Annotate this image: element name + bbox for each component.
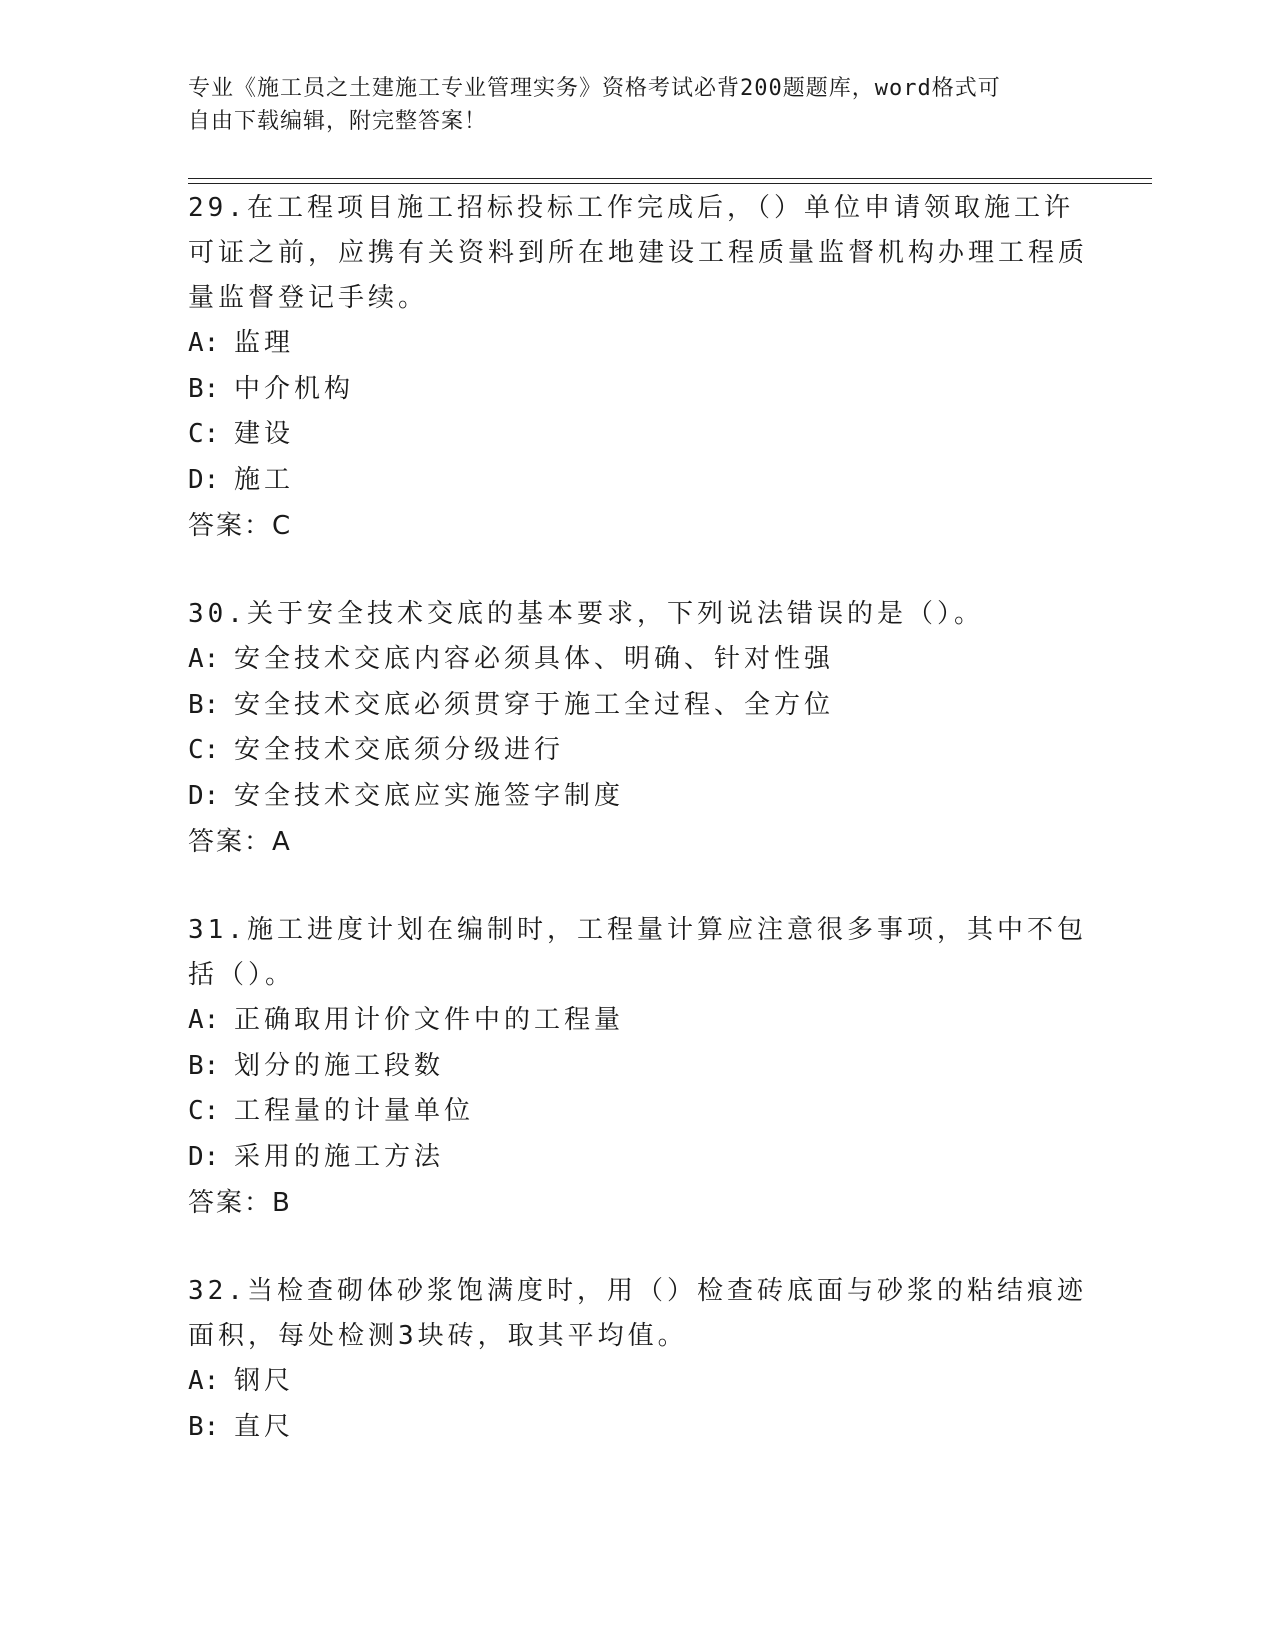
option-letter: A: bbox=[188, 1366, 220, 1396]
option-letter: C: bbox=[188, 735, 220, 765]
option-letter: D: bbox=[188, 780, 220, 811]
option-letter: C: bbox=[188, 1096, 220, 1126]
option-text: 钢尺 bbox=[234, 1366, 295, 1396]
option-a bbox=[188, 637, 1088, 683]
option-text: 安全技术交底内容必须具体、明确、针对性强 bbox=[234, 644, 835, 674]
header-title-line-2: 自由下载编辑，附完整答案！ bbox=[188, 109, 488, 134]
option-text: 安全技术交底须分级进行 bbox=[234, 735, 565, 765]
option-text: 直尺 bbox=[234, 1411, 295, 1442]
option-text: 划分的施工段数 bbox=[234, 1050, 445, 1081]
option-c bbox=[188, 1089, 1088, 1135]
option-text: 中介机构 bbox=[234, 373, 355, 404]
option-text: 施工 bbox=[234, 464, 295, 495]
option-letter: B: bbox=[188, 689, 220, 720]
question-list bbox=[188, 186, 1088, 1493]
question-text: 32.当检查砌体砂浆饱满度时，用（）检查砖底面与砂浆的粘结痕迹面积，每处检测3块砖，取其平均值。 bbox=[188, 1276, 1087, 1351]
option-b bbox=[188, 683, 1088, 729]
option-letter: B: bbox=[188, 1411, 220, 1442]
answer-line: 答案：B bbox=[188, 1188, 292, 1218]
answer-line: 答案：C bbox=[188, 511, 293, 541]
option-text: 正确取用计价文件中的工程量 bbox=[234, 1005, 625, 1035]
option-d bbox=[188, 774, 1088, 820]
question-text: 30.关于安全技术交底的基本要求，下列说法错误的是（）。 bbox=[188, 599, 984, 629]
option-letter: A: bbox=[188, 328, 220, 358]
answer-line: 答案：A bbox=[188, 827, 292, 857]
option-d bbox=[188, 1135, 1088, 1181]
option-letter: D: bbox=[188, 464, 220, 495]
option-letter: A: bbox=[188, 644, 220, 674]
option-c bbox=[188, 728, 1088, 774]
option-text: 监理 bbox=[234, 328, 295, 358]
option-letter: B: bbox=[188, 373, 220, 404]
header-title-line-1: 专业《施工员之土建施工专业管理实务》资格考试必背200题题库，word格式可 bbox=[188, 76, 1001, 101]
question-text: 29.在工程项目施工招标投标工作完成后，（）单位申请领取施工许可证之前，应携有关资料到所在地建设工程质量监督机构办理工程质量监督登记手续。 bbox=[188, 193, 1089, 313]
option-text: 安全技术交底应实施签字制度 bbox=[234, 780, 625, 811]
option-d bbox=[188, 458, 1088, 504]
header-double-rule bbox=[188, 178, 1152, 184]
option-a bbox=[188, 998, 1088, 1044]
question-text: 31.施工进度计划在编制时，工程量计算应注意很多事项，其中不包括（）。 bbox=[188, 915, 1087, 990]
option-c bbox=[188, 412, 1088, 458]
question-29 bbox=[188, 186, 1088, 549]
option-text: 建设 bbox=[234, 419, 295, 449]
option-b bbox=[188, 1405, 1088, 1451]
option-a bbox=[188, 321, 1088, 367]
option-letter: A: bbox=[188, 1005, 220, 1035]
option-text: 工程量的计量单位 bbox=[234, 1096, 475, 1126]
option-letter: B: bbox=[188, 1050, 220, 1081]
option-b bbox=[188, 367, 1088, 413]
option-letter: C: bbox=[188, 419, 220, 449]
question-30 bbox=[188, 592, 1088, 865]
option-b bbox=[188, 1044, 1088, 1090]
question-32 bbox=[188, 1269, 1088, 1450]
option-text: 安全技术交底必须贯穿于施工全过程、全方位 bbox=[234, 689, 835, 720]
option-a bbox=[188, 1359, 1088, 1405]
document-header bbox=[188, 72, 1068, 138]
question-31 bbox=[188, 908, 1088, 1226]
option-text: 采用的施工方法 bbox=[234, 1141, 445, 1172]
option-letter: D: bbox=[188, 1141, 220, 1172]
